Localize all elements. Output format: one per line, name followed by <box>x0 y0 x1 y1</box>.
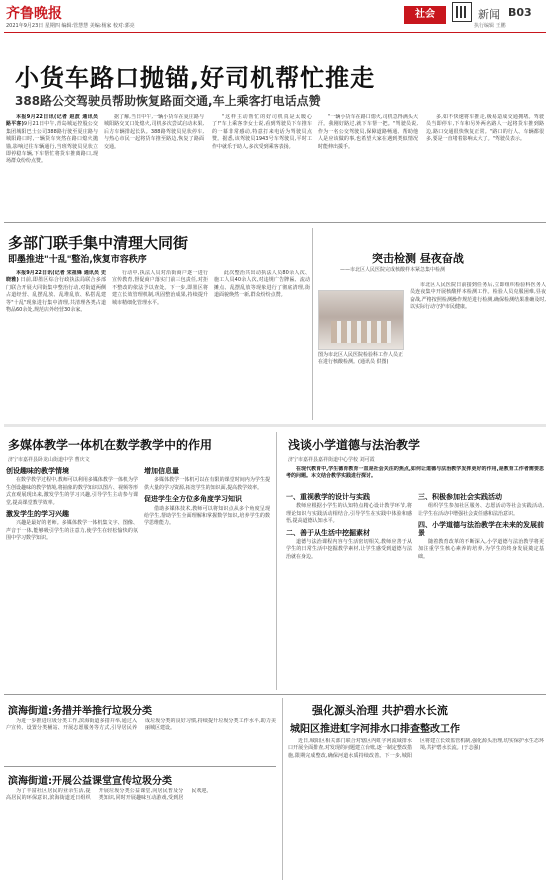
article3-heading-2: 激发学生的学习兴趣 <box>6 510 69 519</box>
article4-intro-text: 在现代教育中,学生德育教育一直是社会关注的焦点,如何让道德与法治教学发挥更好的作用,是教育工作者需要思考的问题。本文结合教学实践进行探讨。 <box>286 466 544 480</box>
masthead-logo: 齐鲁晚报 <box>6 6 62 22</box>
article4-heading-4: 四、小学道德与法治教学在未来的发展前景 <box>418 521 544 537</box>
lead-subhead: 388路公交驾驶员帮助恢复路面交通,车上乘客打电话点赞 <box>15 94 321 108</box>
article2-subtitle: 即墨推进"十乱"整治,恢复市容秩序 <box>8 255 147 265</box>
article2-column-2 <box>112 270 208 418</box>
brief2-text: 为了丰富社区居民的业余生活,提高居民的环保意识,滨海街道近日组织开展垃圾分类公益课堂,向居民普及分类知识,同时开展趣味互动游戏,受到居民欢迎。 <box>6 788 212 802</box>
article3-column-1 <box>6 466 138 616</box>
article4-text-1: 教师应根据小学生的认知特点精心设计教学环节,将理论知识与实践活动相结合,引导学生在实践中体验和感悟,提高道德认知水平。 <box>286 503 412 525</box>
article2-dateline: 本报9月22日讯(记者 宋祖锋 通讯员 史晓雅) <box>6 270 106 284</box>
lead-column-1 <box>6 114 98 218</box>
article5-body <box>288 738 544 878</box>
lead-dateline: 本报9月22日讯(记者 赵波 通讯员 路平客) <box>6 114 98 128</box>
page-editors: 执行编辑 王鹏 <box>474 23 506 29</box>
column-divider-2 <box>276 432 277 690</box>
lead-text-3: "这样主动帮忙的好司机真是太暖心了!"车上乘客李女士说,看到驾驶员下车推车的一幕非常感动,特意打来电话为驾驶员点赞。据悉,该驾驶员1943号车驾驶员,平时工作中就乐于助人,多次受到乘客表扬。 <box>212 114 312 150</box>
lead-headline: 小货车路口抛锚,好司机帮忙推走 <box>15 64 376 92</box>
divider-3 <box>4 694 546 695</box>
news-label: 新闻 <box>478 8 500 21</box>
lead-column-5 <box>426 114 544 218</box>
page-header <box>0 0 550 34</box>
article3-heading-4: 促进学生全方位多角度学习知识 <box>144 495 242 504</box>
article2-text-2: 行动中,执法人员对沿街商户逐一进行宣传教育,督促商户落实门前三包责任,对拒不整改的依法予以查处。下一步,即墨区将建立长效管理机制,巩固整治成果,持续提升城市精细化管理水平。 <box>112 270 208 306</box>
column-divider-3 <box>282 698 283 880</box>
issue-meta: 2021年9月23日 星期四 编辑:管慧慧 美编:杨家 校对:郭亮 <box>6 23 135 29</box>
article3-text-1: 在数学教学过程中,教师可以利用多媒体教学一体机为学生创设趣味的教学情境,将抽象的数学知识以图片、视频等形式直观展现出来,激发学生的学习兴趣,引导学生主动参与课堂,提高课堂教学效率。 <box>6 477 138 506</box>
photo-article-title: 突击检测 昼夜奋战 <box>372 252 464 265</box>
article2-column-1 <box>6 270 106 418</box>
lab-photo <box>318 290 404 350</box>
section-badge: 社会 <box>404 6 446 24</box>
article2-column-3 <box>214 270 310 418</box>
page-number: B03 <box>508 6 532 19</box>
article5-subtitle: 城阳区推进虹字河排水口排查整改工作 <box>290 724 460 735</box>
article4-column-2 <box>418 492 544 688</box>
article2-title: 多部门联手集中清理大同街 <box>8 234 189 252</box>
lead-text-1: 9月21日中午,青岛城运控股公交集团城阳巴士公司388路行驶至夏庄路与城阳路口时,一辆货车突然在路口熄火抛锚,影响过往车辆通行,当班驾驶员见状立即停稳车辆,下车帮忙将货车推离路口,现场群众纷纷点赞。 <box>6 121 98 165</box>
brief2-body <box>6 788 276 878</box>
section-band <box>4 424 546 427</box>
article4-column-1 <box>286 492 412 688</box>
article4-heading-1: 一、重视教学的设计与实践 <box>286 493 370 501</box>
article3-text-2: 兴趣是最好的老师。多媒体教学一体机集文字、图像、声音于一体,能够吸引学生的注意力,使学生在轻松愉快的氛围中学习数学知识。 <box>6 520 138 542</box>
lead-column-3 <box>212 114 312 218</box>
photo-article-body <box>410 282 546 418</box>
article2-text-3: 此次整治共出动执法人员80余人次、施工人员40余人次,对违规广告牌匾、流动摊点、乱摆乱放等现象进行了彻底清理,街道面貌焕然一新,群众纷纷点赞。 <box>214 270 310 299</box>
article5-author: (于志强) <box>461 745 481 752</box>
article4-text-3: 组织学生参加社区服务、志愿活动等社会实践活动,让学生在活动中增强社会责任感和法治意识。 <box>418 503 544 517</box>
article4-heading-3: 三、积极参加社会实践活动 <box>418 493 502 501</box>
divider-4 <box>4 766 276 767</box>
brief1-body <box>6 718 276 762</box>
lead-column-2 <box>104 114 204 218</box>
article4-heading-2: 二、善于从生活中挖掘素材 <box>286 528 370 537</box>
brief1-title: 滨海街道:务措并举推行垃圾分类 <box>8 706 152 717</box>
brief1-text: 为进一步推进垃圾分类工作,滨海街道多措并举,通过入户宣传、设置分类桶站、开展志愿服务等方式,引导居民养成垃圾分类的良好习惯,持续提升垃圾分类工作水平,助力美丽城区建设。 <box>6 718 276 732</box>
article2-text-1: 日前,即墨区综合行政执法局联合多部门联合开展大同街集中整治行动,对街道两侧占道经营、乱摆乱放、乱堆乱放、私搭乱建等"十乱"现象进行集中清理,共清理各类占道物品60余处,规范店外经营30余家。 <box>6 277 106 314</box>
column-divider <box>312 228 313 420</box>
qr-code-icon <box>452 2 472 22</box>
article5-text: 近日,城阳区相关部门联合对辖区内虹字河流域排水口开展全面排查,对发现的问题建立台账,逐一制定整改措施,限期完成整改,确保河道水质持续改善。下一步,城阳区将建立长效监管机制,强化源头治理,切实保护水生态环境,共护碧水长流。 <box>288 738 544 759</box>
article3-byline: 济宁市嘉祥县卧龙山街道中学 曹庆文 <box>8 457 90 463</box>
article4-text-4: 随着教育改革的不断深入,小学道德与法治教学将更加注重学生核心素养的培养,为学生的终身发展奠定基础。 <box>418 539 544 560</box>
photo-caption: 图为市北区人民医院检验科工作人员正在进行核酸检测。(通讯员 供图) <box>318 352 404 365</box>
article4-title: 浅谈小学道德与法治教学 <box>288 438 421 452</box>
brief2-title: 滨海街道:开展公益课堂宣传垃圾分类 <box>8 776 172 787</box>
lead-text-4: "一辆小货车在路口熄火,司机急得满头大汗。我刚好路过,就下车帮一把。"驾驶员说,作为一名公交驾驶员,保障道路畅通、帮助他人是应该做的事,也希望大家在遇到类似情况时能伸出援手。 <box>318 114 418 150</box>
article3-heading-3: 增加信息量 <box>144 467 179 475</box>
article4-text-2: 道德与法治课程内容与生活密切相关,教师应善于从学生的日常生活中挖掘教学素材,让学生感受到道德与法治就在身边。 <box>286 539 412 560</box>
lead-text-5: 多,如不快速将车推走,极易造成交通拥堵。驾驶员当即停车,下车和另外两名路人一起将货车推到路边,路口交通很快恢复正常。"路口的行人、车辆都很多,要是一直堵着影响太大了。"驾驶员表示。 <box>426 114 544 143</box>
article5-title: 强化源头治理 共护碧水长流 <box>312 704 448 717</box>
photo-article-text: 市北区人民医院日前接到任务后,立即组织检验科医务人员连夜集中开展核酸样本检测工作。检验人员克服困难,昼夜奋战,严格按照检测操作规范进行检测,确保检测结果准确及时,以实际行动守护市民健康。 <box>410 282 546 311</box>
header-divider <box>4 32 546 33</box>
article3-title: 多媒体教学一体机在数学教学中的作用 <box>8 438 213 452</box>
divider-1 <box>4 222 546 223</box>
article4-byline: 济宁市嘉祥县嘉祥街道中心学校 刘可霞 <box>288 457 375 463</box>
lead-column-4 <box>318 114 418 218</box>
lead-text-2: 据了解,当日中午,一辆小货车在夏庄路与城阳路交叉口处熄火,司机多次尝试启动未果,后方车辆排起长队。388路驾驶员见状停车,与热心市民一起将货车推至路边,恢复了路面交通。 <box>104 114 204 150</box>
article3-text-4: 借助多媒体技术,教师可以将知识点从多个角度呈现给学生,帮助学生全面理解和掌握数学知识,培养学生的数学思维能力。 <box>144 505 270 527</box>
article4-intro <box>286 466 544 488</box>
article3-column-2 <box>144 466 270 616</box>
article3-heading-1: 创设趣味的教学情境 <box>6 467 69 475</box>
photo-article-subtitle: ——市北区人民医院完成核酸样本紧急集中检测 <box>340 267 446 273</box>
article3-text-3: 多媒体教学一体机可以在有限的课堂时间内为学生提供大量的学习资源,拓宽学生的知识面,提高教学效率。 <box>144 477 270 491</box>
